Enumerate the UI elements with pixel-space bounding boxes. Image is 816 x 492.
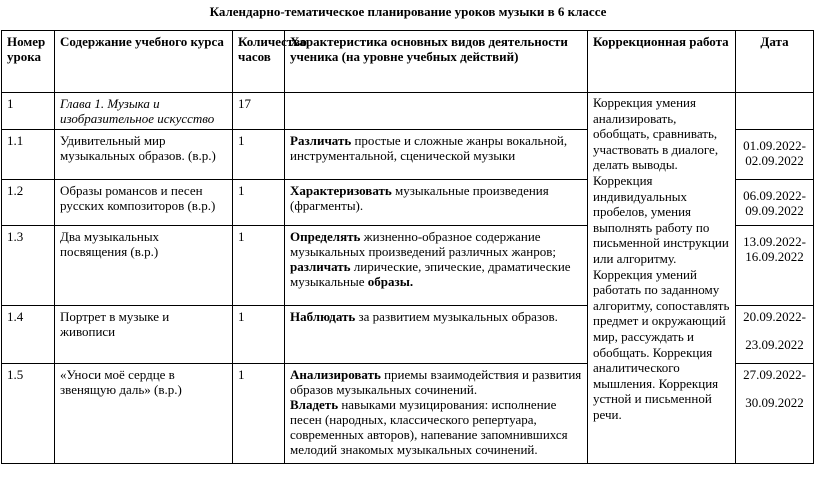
lesson-date bbox=[736, 364, 814, 464]
lesson-number: 1.4 bbox=[2, 306, 55, 364]
date-to: 30.09.2022 bbox=[745, 395, 804, 410]
lesson-content: Два музыкальных посвящения (в.р.) bbox=[55, 226, 233, 306]
activity-verb: Определять bbox=[290, 229, 361, 244]
lesson-number: 1.1 bbox=[2, 130, 55, 180]
lesson-characteristic bbox=[285, 180, 588, 226]
header-activity-characteristic: Характеристика основных видов деятельности ученика (на уровне учебных действий) bbox=[285, 31, 588, 93]
activity-verb: Анализировать bbox=[290, 367, 381, 382]
date-to: 02.09.2022 bbox=[745, 153, 804, 168]
lesson-content: «Уноси моё сердце в звенящую даль» (в.р.) bbox=[55, 364, 233, 464]
activity-verb: Наблюдать bbox=[290, 309, 356, 324]
activity-text: за развитием музыкальных образов. bbox=[355, 309, 558, 324]
lesson-characteristic bbox=[285, 226, 588, 306]
activity-text: музыкальные произведения (фрагменты). bbox=[290, 183, 549, 213]
date-from: 13.09.2022- bbox=[743, 234, 806, 249]
lesson-hours: 1 bbox=[233, 364, 285, 464]
date-to: 09.09.2022 bbox=[745, 203, 804, 218]
lesson-content: Портрет в музыке и живописи bbox=[55, 306, 233, 364]
chapter-date-empty bbox=[736, 93, 814, 130]
activity-text-2: навыками музицирования: исполнение песен (народных, классического репертуара, современных авторов), напевание запомнившихся мелодий знакомых музыкальных сочинений. bbox=[290, 397, 568, 457]
activity-verb: Различать bbox=[290, 133, 352, 148]
lesson-characteristic bbox=[285, 364, 588, 464]
chapter-row bbox=[2, 93, 814, 130]
chapter-characteristic-empty bbox=[285, 93, 588, 130]
activity-verb: Характеризовать bbox=[290, 183, 392, 198]
date-from: 01.09.2022- bbox=[743, 138, 806, 153]
lesson-hours: 1 bbox=[233, 130, 285, 180]
planning-table bbox=[1, 30, 814, 464]
lesson-characteristic bbox=[285, 306, 588, 364]
activity-text: приемы взаимодействия и развития образов музыкальных сочинений. bbox=[290, 367, 582, 397]
table-header-row bbox=[2, 31, 814, 93]
lesson-hours: 1 bbox=[233, 306, 285, 364]
lesson-characteristic bbox=[285, 130, 588, 180]
lesson-content: Образы романсов и песен русских композиторов (в.р.) bbox=[55, 180, 233, 226]
header-lesson-number: Номер урока bbox=[2, 31, 55, 93]
document-title: Календарно-тематическое планирование уроков музыки в 6 классе bbox=[209, 4, 607, 19]
activity-text-2: лирические, эпические, драматические музыкальные bbox=[290, 259, 571, 289]
lesson-date bbox=[736, 130, 814, 180]
chapter-number: 1 bbox=[2, 93, 55, 130]
date-to: 16.09.2022 bbox=[745, 249, 804, 264]
header-course-content: Содержание учебного курса bbox=[55, 31, 233, 93]
activity-text: простые и сложные жанры вокальной, инструментальной, сценической музыки bbox=[290, 133, 568, 163]
date-to: 23.09.2022 bbox=[745, 337, 804, 352]
chapter-hours: 17 bbox=[233, 93, 285, 130]
lesson-content: Удивительный мир музыкальных образов. (в.р.) bbox=[55, 130, 233, 180]
header-hours: Количество часов bbox=[233, 31, 285, 93]
lesson-hours: 1 bbox=[233, 226, 285, 306]
lesson-hours: 1 bbox=[233, 180, 285, 226]
date-from: 20.09.2022- bbox=[743, 309, 806, 324]
activity-emphasis: образы. bbox=[367, 274, 414, 289]
correction-work-text: Коррекция умения анализировать, обобщать, сравнивать, участвовать в диалоге, делать выводы. Коррекция индивидуальных пробелов, умения выполнять работу по письменной инструкции или алгоритму. Коррекция умений работать по заданному алгоритму, сопоставлять предмет и окружающий мир, рассуждать и обобщать. Коррекция аналитического мышления. Коррекция устной и письменной речи. bbox=[588, 93, 736, 464]
activity-text: жизненно-образное содержание музыкальных произведений различных жанров; bbox=[290, 229, 556, 259]
activity-verb-2: различать bbox=[290, 259, 351, 274]
chapter-title: Глава 1. Музыка и изобразительное искусство bbox=[55, 93, 233, 130]
header-correction-work: Коррекционная работа bbox=[588, 31, 736, 93]
lesson-number: 1.2 bbox=[2, 180, 55, 226]
lesson-number: 1.3 bbox=[2, 226, 55, 306]
lesson-date bbox=[736, 306, 814, 364]
header-date: Дата bbox=[736, 31, 814, 93]
date-from: 27.09.2022- bbox=[743, 367, 806, 382]
lesson-date bbox=[736, 226, 814, 306]
date-from: 06.09.2022- bbox=[743, 188, 806, 203]
activity-verb-2: Владеть bbox=[290, 397, 339, 412]
lesson-number: 1.5 bbox=[2, 364, 55, 464]
lesson-date bbox=[736, 180, 814, 226]
